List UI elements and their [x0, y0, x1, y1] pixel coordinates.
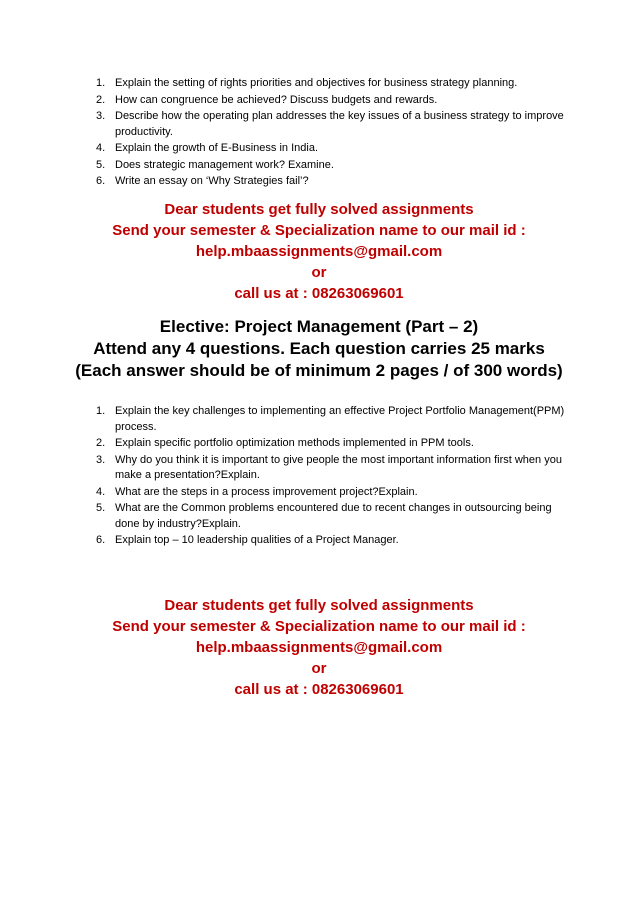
list-item: [96, 76, 566, 92]
list-item: [96, 436, 566, 452]
item-text: Explain the key challenges to implementing an effective Project Portfolio Management(PPM) process.: [115, 405, 565, 433]
item-number: 4.: [96, 142, 106, 154]
item-number: 3.: [96, 453, 106, 466]
list-item: [96, 501, 566, 532]
item-number: 5.: [96, 158, 106, 171]
promo-block-bottom: [0, 595, 638, 700]
item-text: Explain specific portfolio optimization methods implemented in PPM tools.: [115, 437, 474, 449]
elective-title: Elective: Project Management (Part – 2): [159, 317, 479, 336]
item-text: Explain the setting of rights priorities and objectives for business strategy planning.: [115, 77, 518, 89]
list-item: [96, 141, 566, 157]
promo-block-top: [0, 199, 638, 304]
list-item: [96, 174, 566, 190]
item-text: How can congruence be achieved? Discuss budgets and rewards.: [115, 93, 438, 106]
question-list-project-management: [96, 404, 566, 550]
item-text: What are the Common problems encountered due to recent changes in outsourcing being done by industry?Explain.: [115, 502, 552, 530]
item-text: Explain top – 10 leadership qualities of a Project Manager.: [115, 534, 399, 546]
item-text: Write an essay on ‘Why Strategies fail’?: [115, 175, 309, 187]
list-item: [96, 158, 566, 174]
item-text: Describe how the operating plan addresses the key issues of a business strategy to improve productivity.: [115, 110, 564, 138]
promo-email: help.mbaassignments@gmail.com: [195, 243, 443, 260]
item-text: Does strategic management work? Examine.: [115, 158, 334, 171]
item-number: 2.: [96, 437, 106, 449]
item-number: 6.: [96, 534, 106, 546]
list-item: [96, 404, 566, 435]
item-number: 4.: [96, 485, 106, 498]
list-item: [96, 453, 566, 484]
promo-phone: call us at : 08263069601: [234, 681, 404, 698]
promo-instruction: Send your semester & Specialization name to our mail id :: [112, 618, 526, 635]
list-item: [96, 109, 566, 140]
list-item: [96, 485, 566, 501]
list-item: [96, 93, 566, 109]
question-list-strategy: [96, 76, 566, 191]
promo-headline: Dear students get fully solved assignments: [164, 201, 474, 218]
elective-note: (Each answer should be of minimum 2 pages / of 300 words): [75, 361, 563, 380]
promo-email: help.mbaassignments@gmail.com: [195, 639, 443, 656]
list-item: [96, 533, 566, 549]
item-text: Why do you think it is important to give people the most important information first when you make a presentation?Explain.: [115, 453, 562, 481]
promo-or: or: [311, 660, 327, 677]
item-number: 6.: [96, 175, 106, 187]
item-number: 5.: [96, 502, 106, 514]
item-number: 1.: [96, 405, 106, 417]
item-number: 2.: [96, 93, 106, 106]
promo-phone: call us at : 08263069601: [234, 285, 404, 302]
elective-instruction: Attend any 4 questions. Each question carries 25 marks: [93, 339, 545, 358]
promo-headline: Dear students get fully solved assignments: [164, 597, 474, 614]
item-text: What are the steps in a process improvement project?Explain.: [115, 485, 418, 498]
item-number: 1.: [96, 77, 106, 89]
item-number: 3.: [96, 110, 106, 122]
item-text: Explain the growth of E-Business in India.: [115, 142, 319, 154]
elective-heading: [0, 316, 638, 382]
promo-instruction: Send your semester & Specialization name to our mail id :: [112, 222, 526, 239]
promo-or: or: [311, 264, 327, 281]
